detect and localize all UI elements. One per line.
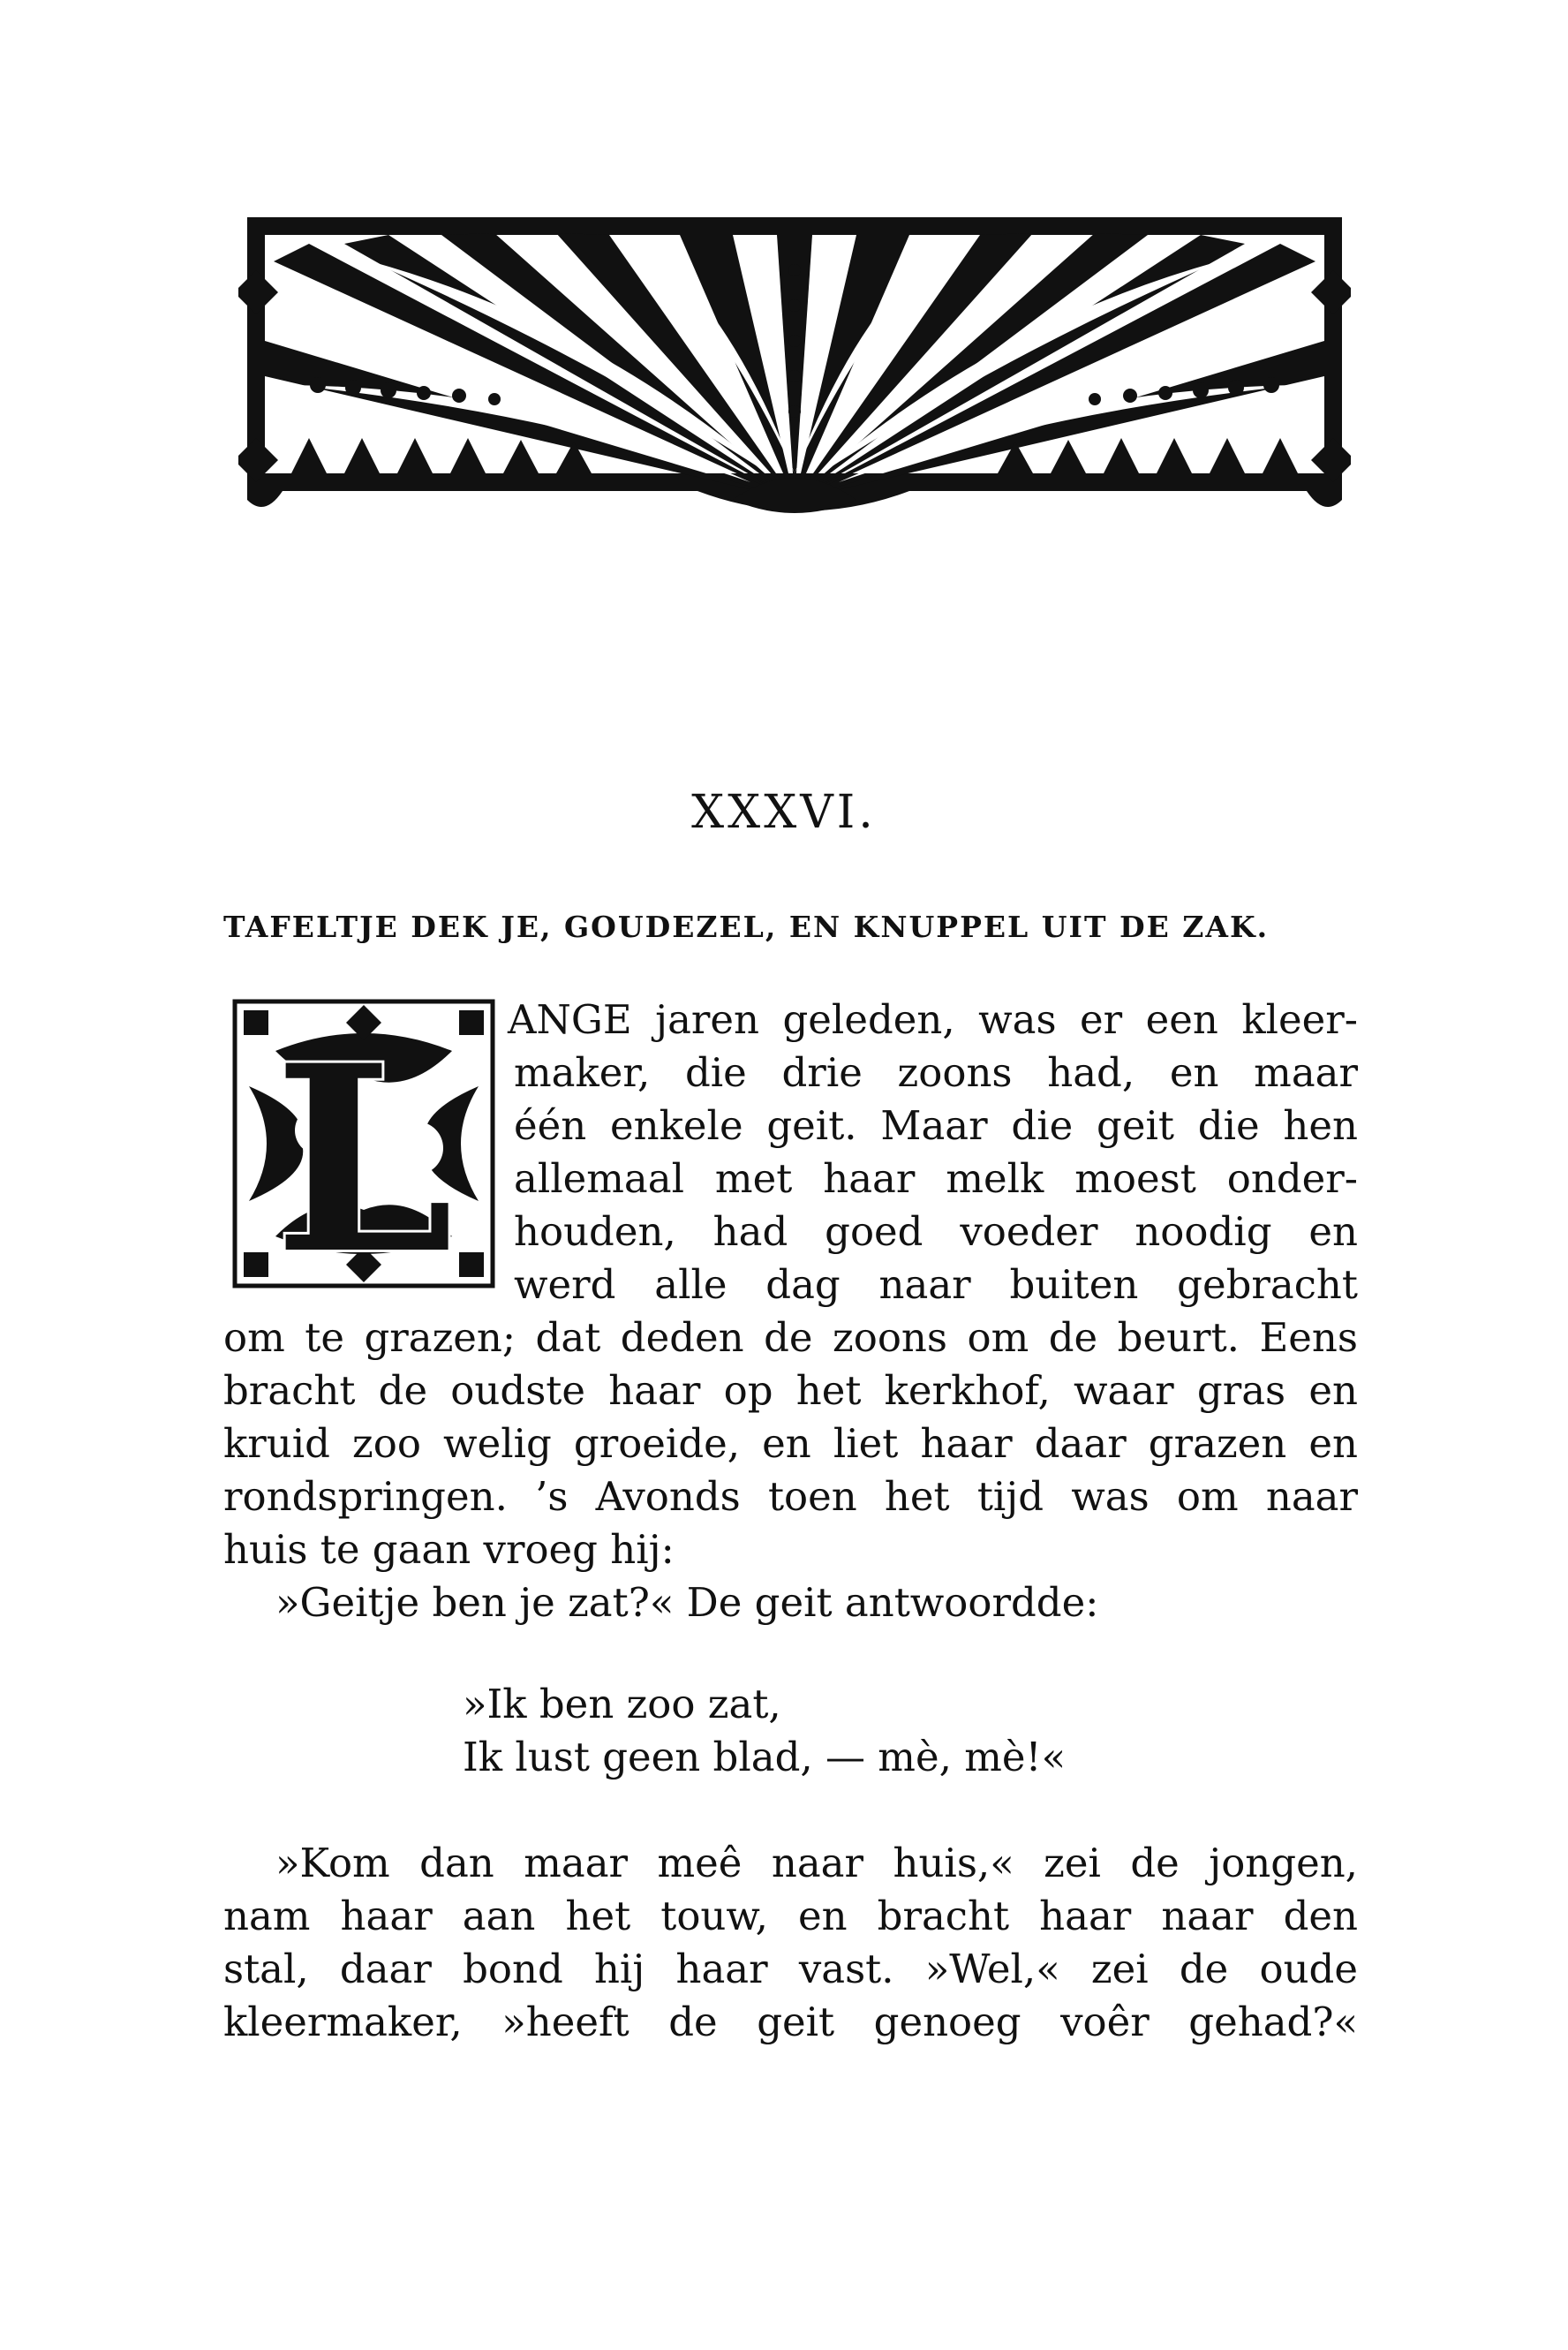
verse-line: Ik lust geen blad, — mè, mè!« [463,1734,1067,1780]
text-line: bracht de oudste haar op het kerkhof, waar gras en [223,1367,1358,1414]
decorative-header-ornament [238,208,1351,526]
text-line: houden, had goed voeder noodig en [514,1208,1358,1255]
text-line: kleermaker, »heeft de geit genoeg voêr gehad?« [223,1999,1358,2045]
text-line: maker, die drie zoons had, en maar [514,1049,1358,1096]
text-line: kruid zoo welig groeide, en liet haar daar grazen en [223,1420,1358,1467]
text-line: huis te gaan vroeg hij: [223,1526,675,1573]
text-line: één enkele geit. Maar die geit die hen [514,1102,1358,1149]
text-line: allemaal met haar melk moest onder- [514,1155,1358,1202]
verse-line: »Ik ben zoo zat, [463,1681,781,1727]
text-line: »Kom dan maar meê naar huis,« zei de jongen, [275,1840,1358,1886]
text-line: rondspringen. ’s Avonds toen het tijd was om naar [223,1473,1358,1520]
chapter-number: XXXVI. [691,786,877,839]
chapter-title: TAFELTJE DEK JE, GOUDEZEL, EN KNUPPEL UIT DE ZAK. [223,910,1270,944]
text-line: stal, daar bond hij haar vast. »Wel,« zei de oude [223,1946,1358,1992]
text-line: »Geitje ben je zat?« De geit antwoordde: [275,1579,1099,1626]
text-line: ANGE jaren geleden, was er een kleer- [508,996,1358,1043]
text-line: werd alle dag naar buiten gebracht [514,1261,1358,1308]
text-line: nam haar aan het touw, en bracht haar naar den [223,1893,1358,1939]
text-line: om te grazen; dat deden de zoons om de beurt. Eens [223,1314,1358,1361]
decorated-initial-letter [231,998,496,1289]
dropcap-letter: L [274,1010,454,1289]
